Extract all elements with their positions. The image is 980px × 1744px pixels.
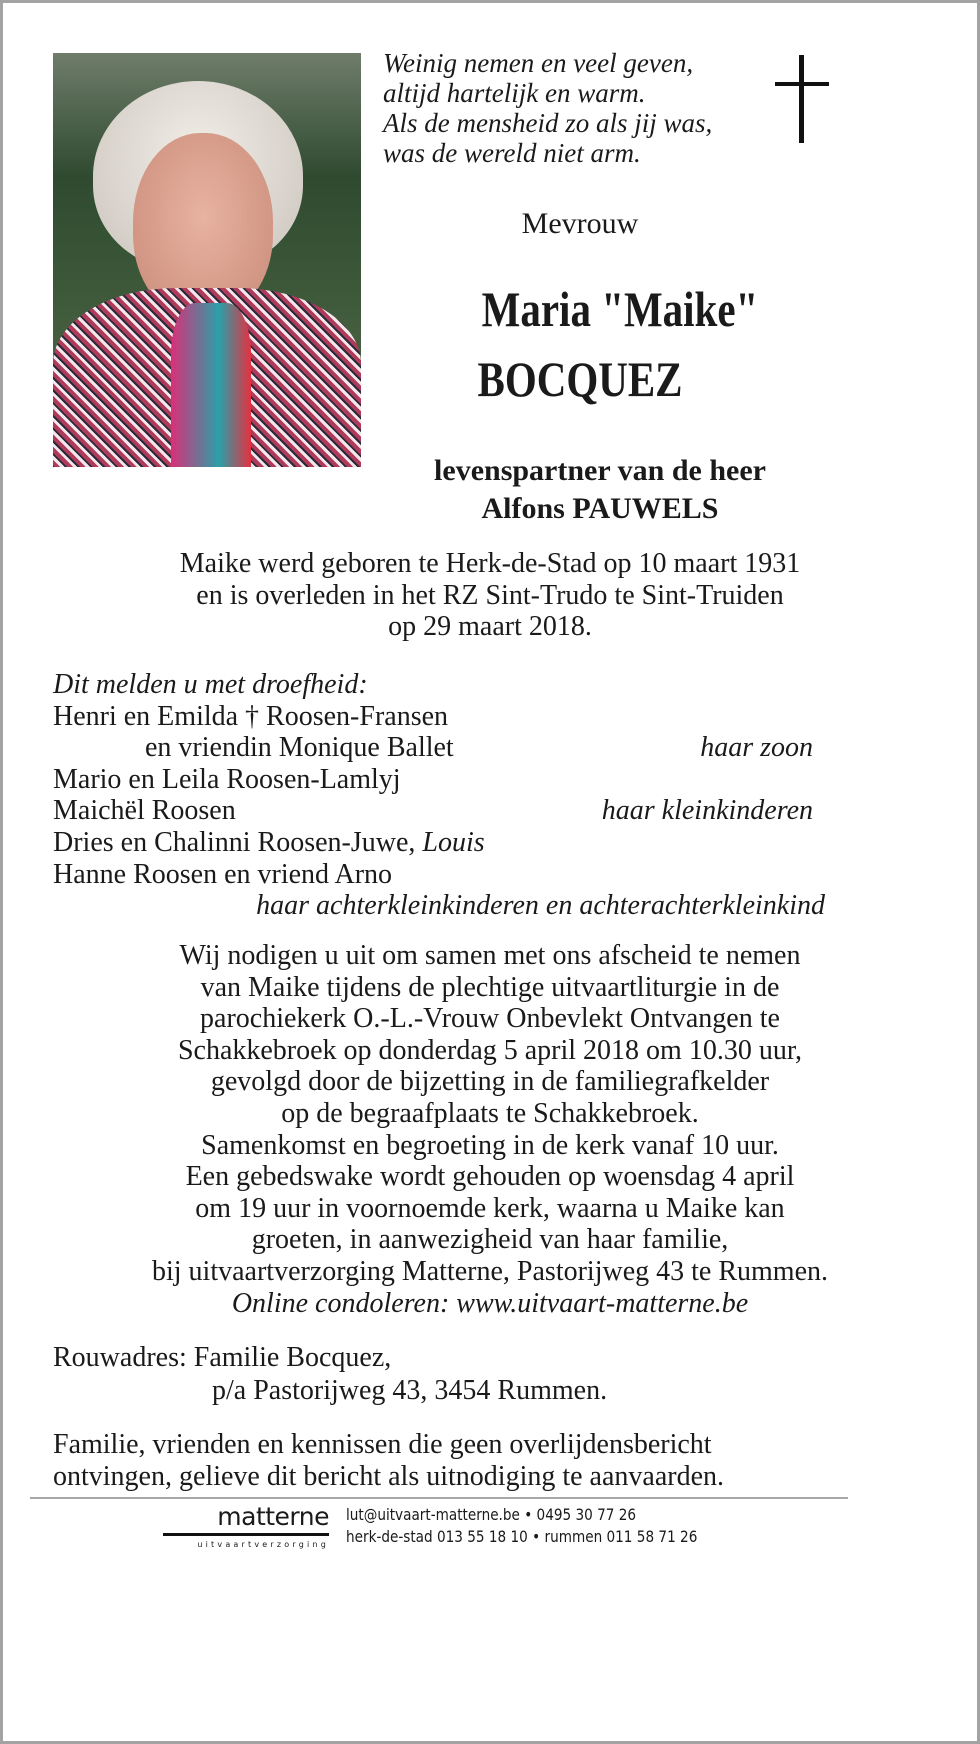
mourner: Maichël Roosen <box>53 795 236 827</box>
poem-line: was de wereld niet arm. <box>383 138 641 168</box>
text-line: Familie, vrienden en kennissen die geen overlijdensbericht <box>53 1429 712 1460</box>
text-line: van Maike tijdens de plechtige uitvaartliturgie in de <box>200 971 780 1003</box>
family-note <box>53 1429 724 1492</box>
relation: haar achterkleinkinderen en achterachterkleinkind <box>256 890 825 922</box>
mourners-list <box>53 669 825 922</box>
partner-info <box>380 452 820 528</box>
poem <box>383 48 712 168</box>
text-line: gevolgd door de bijzetting in de familiegrafkelder <box>210 1066 770 1098</box>
portrait-photo <box>53 53 361 467</box>
contact-info <box>346 1504 697 1548</box>
poem-line: Weinig nemen en veel geven, <box>383 48 694 78</box>
text-line: Schakkebroek op donderdag 5 april 2018 om 10.30 uur, <box>177 1034 803 1066</box>
text-line: Maike werd geboren te Herk-de-Stad op 10 maart 1931 <box>179 548 801 579</box>
honorific: Mevrouw <box>521 207 639 240</box>
mourners-intro: Dit melden u met droefheid: <box>53 669 368 700</box>
relation: haar zoon <box>700 732 813 764</box>
mourning-address: Rouwadres: Familie Bocquez, <box>53 1342 392 1373</box>
text-line: op 29 maart 2018. <box>388 611 592 643</box>
contact-line: lut@uitvaart-matterne.be • 0495 30 77 26 <box>346 1505 637 1524</box>
mourner: Mario en Leila Roosen-Lamlyj <box>53 763 401 795</box>
text-line: parochiekerk O.-L.-Vrouw Onbevlekt Ontvangen te <box>200 1003 780 1035</box>
poem-line: Als de mensheid zo als jij was, <box>383 108 713 138</box>
mourner-child: Louis <box>422 826 485 858</box>
text-line: op de begraafplaats te Schakkebroek. <box>281 1097 699 1129</box>
logo-word: matterne <box>217 1502 329 1531</box>
logo-subtitle: uitvaartverzorging <box>197 1540 329 1549</box>
divider <box>30 1497 848 1499</box>
text-line: Wij nodigen u uit om samen met ons afscheid te nemen <box>179 940 801 971</box>
relation: haar kleinkinderen <box>601 795 813 827</box>
cross-icon <box>775 55 829 143</box>
contact-line: herk-de-stad 013 55 18 10 • rummen 011 58 71 26 <box>346 1527 698 1546</box>
mourner: en vriendin Monique Ballet <box>145 732 454 764</box>
online-condolence-link[interactable]: Online condoleren: www.uitvaart-matterne.be <box>231 1287 749 1319</box>
matterne-logo <box>163 1503 329 1549</box>
text-line: bij uitvaartverzorging Matterne, Pastorijweg 43 te Rummen. <box>152 1255 828 1287</box>
partner-line: levenspartner van de heer <box>434 454 766 487</box>
partner-name: Alfons PAUWELS <box>481 492 719 525</box>
poem-line: altijd hartelijk en warm. <box>383 78 646 108</box>
text-line: om 19 uur in voornoemde kerk, waarna u Maike kan <box>195 1192 785 1224</box>
deceased-surname: BOCQUEZ <box>477 351 683 407</box>
text-line: ontvingen, gelieve dit bericht als uitnodiging te aanvaarden. <box>53 1460 725 1492</box>
mourner: Henri en Emilda † Roosen-Fransen <box>53 700 449 732</box>
mourner: Hanne Roosen en vriend Arno <box>53 858 393 890</box>
deceased-name: Maria "Maike" <box>481 281 759 337</box>
invitation <box>40 940 940 1319</box>
mourning-address-line: p/a Pastorijweg 43, 3454 Rummen. <box>212 1375 608 1406</box>
text-line: groeten, in aanwezigheid van haar familie, <box>251 1224 729 1256</box>
text-line: Samenkomst en begroeting in de kerk vanaf 10 uur. <box>201 1129 779 1161</box>
text-line: Een gebedswake wordt gehouden op woensdag 4 april <box>185 1161 795 1193</box>
birth-death-info <box>40 548 940 643</box>
text-line: en is overleden in het RZ Sint-Trudo te Sint-Truiden <box>196 579 784 611</box>
mourner: Dries en Chalinni Roosen-Juwe, <box>53 826 416 858</box>
